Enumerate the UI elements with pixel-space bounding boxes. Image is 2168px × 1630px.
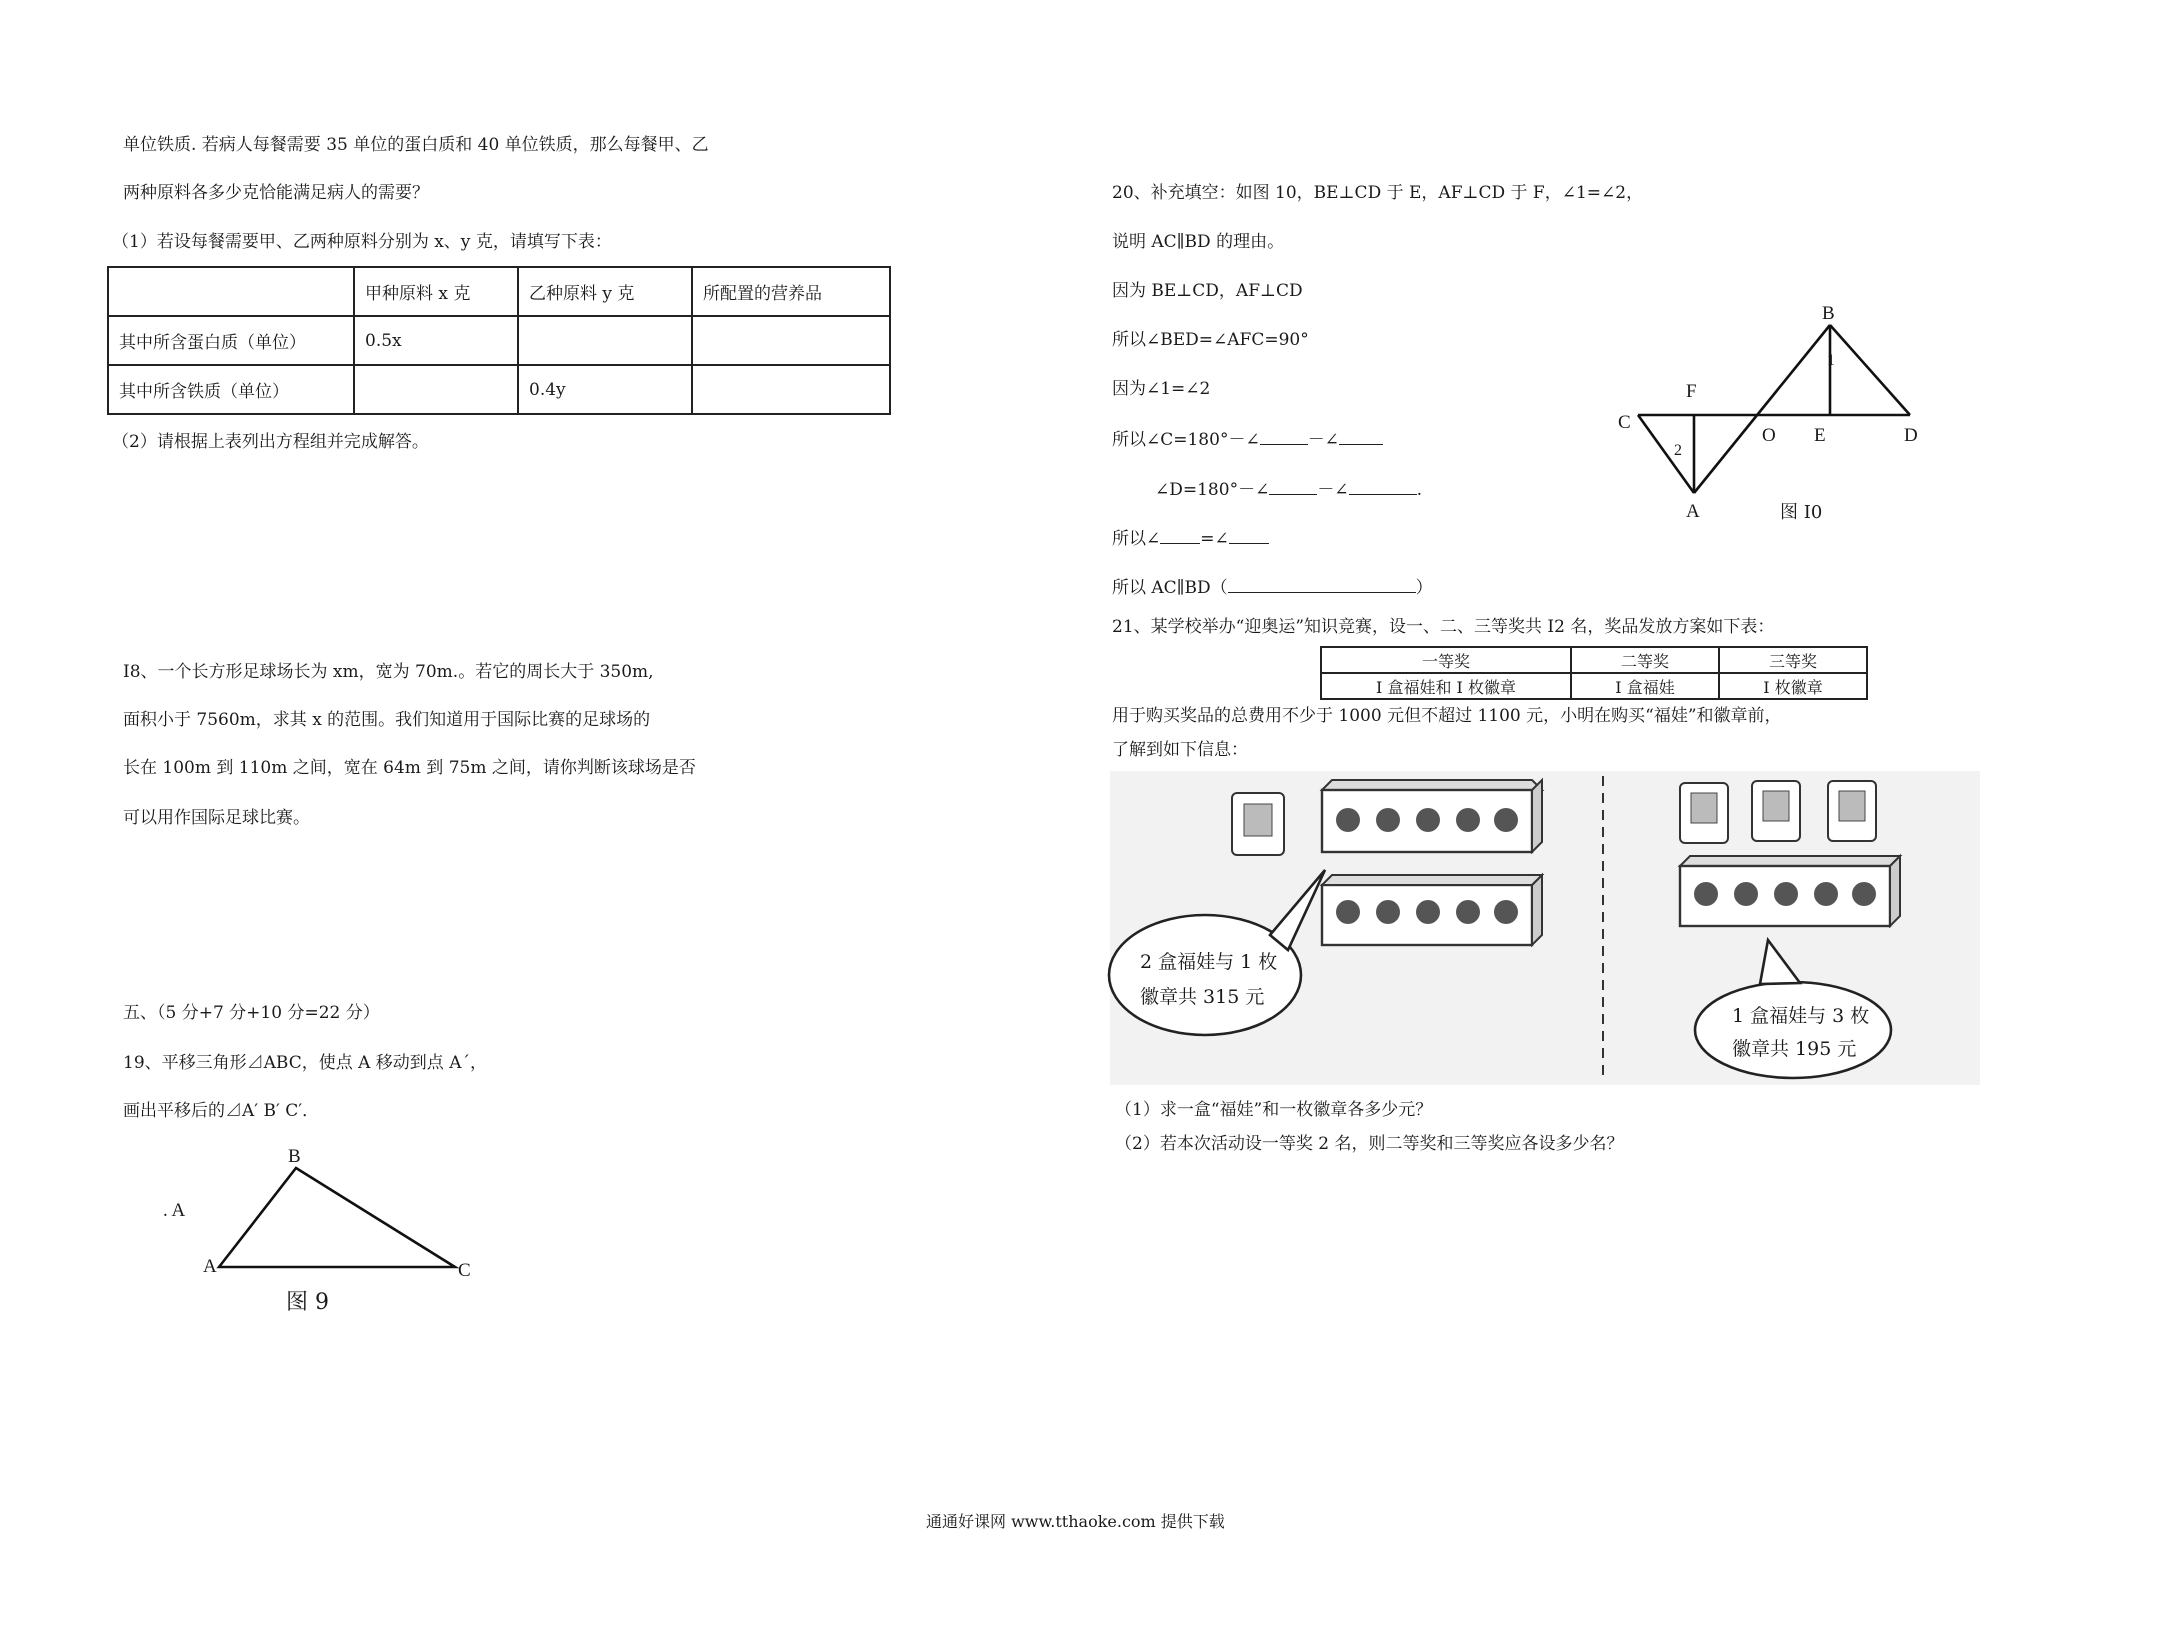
fig10-label-f: F <box>1686 381 1697 402</box>
step7-prefix: 所以 AC∥BD（ <box>1112 578 1228 598</box>
blank-field[interactable] <box>1228 576 1416 593</box>
q20-step-4 <box>1112 428 1383 450</box>
intro-line-2: 两种原料各多少克恰能满足病人的需要？ <box>123 183 429 203</box>
table-cell: I 盒福娃 <box>1571 673 1719 699</box>
blank-field[interactable] <box>1229 527 1269 544</box>
fig9-caption: 图 9 <box>286 1290 329 1315</box>
table-header: 乙种原料 y 克 <box>518 267 692 316</box>
fig10-label-o: O <box>1762 425 1776 446</box>
table-cell <box>692 365 890 414</box>
table-row <box>1321 673 1867 699</box>
q20-step-1: 因为 BE⊥CD，AF⊥CD <box>1112 281 1303 301</box>
illustration-drawing <box>0 0 10 10</box>
table-header: 三等奖 <box>1719 647 1867 673</box>
question-part-1: （1）若设每餐需要甲、乙两种原料分别为 x、y 克，请填写下表： <box>112 232 612 252</box>
q20-step-2: 所以∠BED=∠AFC=90° <box>1112 330 1309 350</box>
q19-line-2: 画出平移后的⊿A′ B′ C′． <box>123 1101 320 1121</box>
q20-step-6 <box>1112 527 1269 549</box>
table-row <box>1321 647 1867 673</box>
blank-field[interactable] <box>1160 527 1200 544</box>
nutrition-table <box>107 266 891 415</box>
q18-line-3: 长在 100m 到 110m 之间，宽在 64m 到 75m 之间，请你判断该球场是否 <box>123 758 696 778</box>
fig10-label-b: B <box>1822 303 1835 324</box>
step7-end: ） <box>1415 578 1433 598</box>
q20-step-3: 因为∠1=∠2 <box>1112 379 1211 399</box>
q19-line-1: 19、平移三角形⊿ABC，使点 A 移动到点 A´， <box>123 1053 487 1073</box>
fig9-label-a: A <box>203 1256 217 1277</box>
bubble-left-line-1: 2 盒福娃与 1 枚 <box>1140 951 1278 973</box>
blank-field[interactable] <box>1339 428 1383 445</box>
fig10-label-1: 1 <box>1827 352 1835 369</box>
blank-field[interactable] <box>1260 428 1308 445</box>
fig10-label-d: D <box>1904 425 1918 446</box>
section-five-heading: 五、（5 分+7 分+10 分=22 分） <box>123 1003 380 1023</box>
q20-line-2: 说明 AC∥BD 的理由。 <box>1112 232 1285 252</box>
table-cell: 0.4y <box>518 365 692 414</box>
step6-mid: =∠ <box>1200 529 1229 549</box>
prize-table <box>1320 646 1868 700</box>
question-part-2: （2）请根据上表列出方程组并完成解答。 <box>112 432 429 452</box>
step6-prefix: 所以∠ <box>1112 529 1161 549</box>
table-header: 二等奖 <box>1571 647 1719 673</box>
table-row <box>108 267 890 316</box>
fig10-label-c: C <box>1618 412 1631 433</box>
table-cell <box>108 267 354 316</box>
step5-end: . <box>1416 480 1422 500</box>
footer-text: 通通好课网 www.tthaoke.com 提供下载 <box>926 1512 1225 1531</box>
fig10-label-e: E <box>1814 425 1826 446</box>
fig9-label-b: B <box>288 1146 301 1167</box>
q21-sub-2: （2）若本次活动设一等奖 2 名，则二等奖和三等奖应各设多少名？ <box>1115 1134 1624 1154</box>
fig10-label-2: 2 <box>1674 442 1682 459</box>
table-header: 所配置的营养品 <box>692 267 890 316</box>
q18-line-1: I8、一个长方形足球场长为 xm，宽为 70m.。若它的周长大于 350m, <box>123 662 654 682</box>
step4-mid: －∠ <box>1307 430 1339 450</box>
table-cell: 其中所含蛋白质（单位） <box>108 316 354 365</box>
bubble-right-line-2: 徽章共 195 元 <box>1732 1038 1857 1060</box>
table-cell <box>354 365 518 414</box>
table-cell: I 枚徽章 <box>1719 673 1867 699</box>
q21-line-1: 21、某学校举办“迎奥运”知识竞赛，设一、二、三等奖共 I2 名，奖品发放方案如下表： <box>1112 617 1775 637</box>
table-cell <box>518 316 692 365</box>
blank-field[interactable] <box>1269 478 1317 495</box>
q20-line-1: 20、补充填空：如图 10，BE⊥CD 于 E，AF⊥CD 于 F，∠1=∠2， <box>1112 183 1644 203</box>
q21-sub-1: （1）求一盒“福娃”和一枚徽章各多少元？ <box>1115 1100 1433 1120</box>
table-row <box>108 365 890 414</box>
intro-line-1: 单位铁质. 若病人每餐需要 35 单位的蛋白质和 40 单位铁质，那么每餐甲、乙 <box>123 135 709 155</box>
fig9-label-c: C <box>458 1260 471 1281</box>
table-header: 甲种原料 x 克 <box>354 267 518 316</box>
q20-step-5 <box>1155 478 1422 500</box>
fig10-label-a: A <box>1686 501 1700 522</box>
blank-field[interactable] <box>1349 478 1417 495</box>
step5-mid: －∠ <box>1317 480 1349 500</box>
table-cell: 其中所含铁质（单位） <box>108 365 354 414</box>
table-row <box>108 316 890 365</box>
fig9-label-a-prime: . A <box>163 1200 186 1221</box>
q20-step-7 <box>1112 576 1433 598</box>
step4-prefix: 所以∠C=180°－∠ <box>1112 430 1260 450</box>
fig10-caption: 图 I0 <box>1780 502 1823 523</box>
q21-line-3: 了解到如下信息： <box>1112 740 1248 760</box>
table-cell: I 盒福娃和 I 枚徽章 <box>1321 673 1571 699</box>
bubble-left-line-2: 徽章共 315 元 <box>1140 986 1265 1008</box>
table-cell: 0.5x <box>354 316 518 365</box>
q18-line-4: 可以用作国际足球比赛。 <box>123 808 310 828</box>
q21-line-2: 用于购买奖品的总费用不少于 1000 元但不超过 1100 元，小明在购买“福娃”和徽章前， <box>1112 706 1782 726</box>
q18-line-2: 面积小于 7560m，求其 x 的范围。我们知道用于国际比赛的足球场的 <box>123 710 651 730</box>
table-header: 一等奖 <box>1321 647 1571 673</box>
step5-prefix: ∠D=180°－∠ <box>1155 480 1270 500</box>
table-cell <box>692 316 890 365</box>
bubble-right-line-1: 1 盒福娃与 3 枚 <box>1732 1005 1870 1027</box>
